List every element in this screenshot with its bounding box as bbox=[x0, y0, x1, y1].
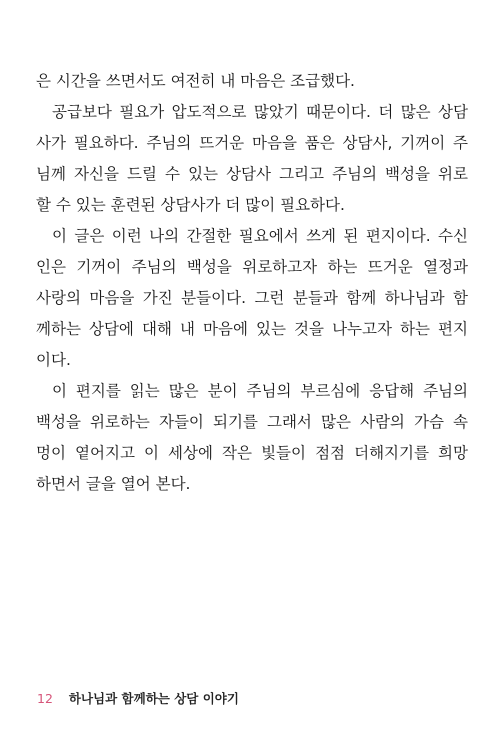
paragraph-3-line-1: 이 글은 이런 나의 간절한 필요에서 쓰게 된 편지이다. 수신 bbox=[52, 227, 468, 245]
body-text bbox=[36, 66, 468, 500]
paragraph-1-line-1: 은 시간을 쓰면서도 여전히 내 마음은 조급했다. bbox=[36, 72, 355, 90]
page-footer bbox=[37, 689, 239, 707]
paragraph-4-line-1: 이 편지를 읽는 많은 분이 주님의 부르심에 응답해 주님의 bbox=[52, 382, 468, 400]
paragraph-3-line-4: 께하는 상담에 대해 내 마음에 있는 것을 나누고자 하는 편지 bbox=[36, 320, 468, 338]
page-number: 12 bbox=[37, 691, 53, 706]
paragraph-3-line-3: 사랑의 마음을 가진 분들이다. 그런 분들과 함께 하나님과 함 bbox=[36, 289, 468, 307]
running-title: 하나님과 함께하는 상담 이야기 bbox=[68, 691, 239, 706]
paragraph-4-line-3: 멍이 옅어지고 이 세상에 작은 빛들이 점점 더해지기를 희망 bbox=[36, 444, 468, 462]
paragraph-2-line-3: 님께 자신을 드릴 수 있는 상담사 그리고 주님의 백성을 위로 bbox=[36, 165, 468, 183]
paragraph-4-line-4: 하면서 글을 열어 본다. bbox=[36, 475, 191, 493]
paragraph-2-line-2: 사가 필요하다. 주님의 뜨거운 마음을 품은 상담사, 기꺼이 주 bbox=[36, 134, 468, 152]
paragraph-4-line-2: 백성을 위로하는 자들이 되기를 그래서 많은 사람의 가슴 속 bbox=[36, 413, 468, 431]
paragraph-2-line-1: 공급보다 필요가 압도적으로 많았기 때문이다. 더 많은 상담 bbox=[52, 103, 468, 121]
paragraph-3-line-5: 이다. bbox=[36, 351, 71, 369]
paragraph-2-line-4: 할 수 있는 훈련된 상담사가 더 많이 필요하다. bbox=[36, 196, 345, 214]
paragraph-3-line-2: 인은 기꺼이 주님의 백성을 위로하고자 하는 뜨거운 열정과 bbox=[36, 258, 468, 276]
